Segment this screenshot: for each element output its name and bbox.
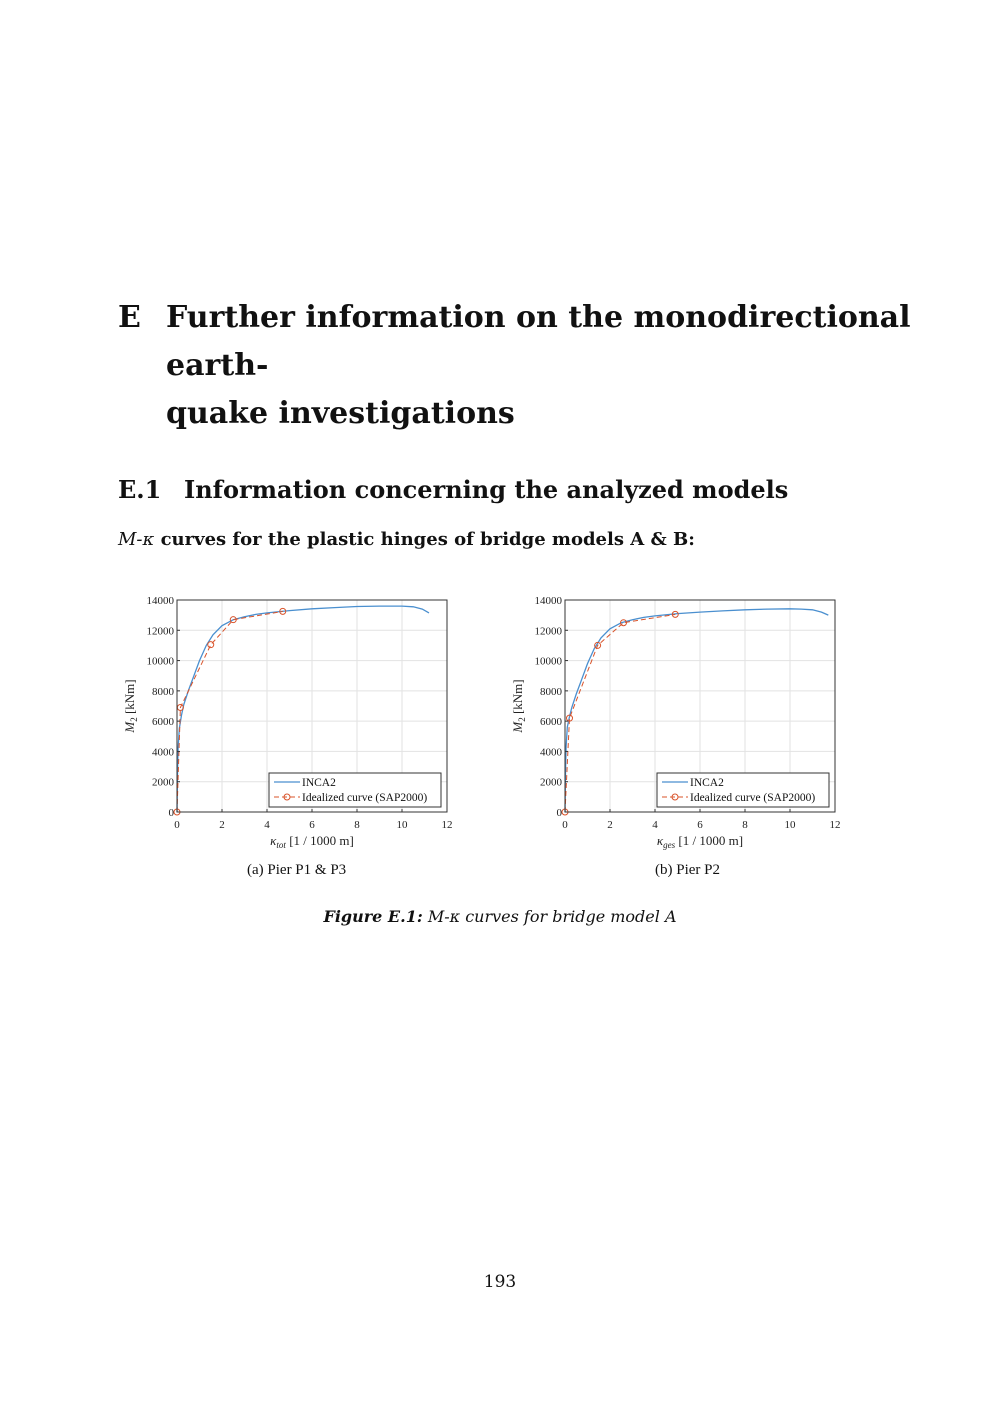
intro-amp: & xyxy=(644,529,674,550)
y-tick-label: 2000 xyxy=(152,776,174,789)
y-tick-label: 6000 xyxy=(152,716,174,729)
chart-pier-p2 xyxy=(498,588,858,858)
intro-bold-a: A xyxy=(630,529,645,550)
chapter-title-line1: Further information on the monodirectional earth- xyxy=(166,300,911,383)
chapter-title-line2: quake investigations xyxy=(166,396,515,431)
y-tick-label: 12000 xyxy=(146,625,174,638)
x-tick-label: 0 xyxy=(562,819,568,831)
y-tick-label: 8000 xyxy=(152,685,174,698)
y-tick-label: 2000 xyxy=(540,776,562,789)
intro-text: curves for the plastic hinges of bridge models xyxy=(154,529,631,550)
y-axis-label: $M_2$ [kNm] xyxy=(122,679,139,733)
y-tick-label: 12000 xyxy=(534,625,562,638)
legend-inca2-label: INCA2 xyxy=(690,777,724,789)
subcaption-b: (b) Pier P2 xyxy=(655,862,720,878)
intro-colon: : xyxy=(688,529,695,550)
figure-caption xyxy=(0,907,1000,926)
section-title: Information concerning the analyzed models xyxy=(184,475,789,504)
x-tick-label: 10 xyxy=(784,819,796,831)
x-tick-label: 6 xyxy=(697,819,703,831)
section-heading xyxy=(118,474,788,506)
x-tick-label: 4 xyxy=(652,819,658,831)
intro-paragraph xyxy=(118,527,695,553)
x-tick-label: 0 xyxy=(174,819,180,831)
y-tick-label: 14000 xyxy=(146,595,174,607)
y-axis-label: $M_2$ [kNm] xyxy=(510,679,527,733)
legend-idealized-label: Idealized curve (SAP2000) xyxy=(302,792,428,804)
x-tick-label: 12 xyxy=(441,819,453,831)
x-tick-label: 10 xyxy=(396,819,408,831)
legend-idealized-label: Idealized curve (SAP2000) xyxy=(690,792,816,804)
y-tick-label: 10000 xyxy=(534,655,562,668)
subcaption-a: (a) Pier P1 & P3 xyxy=(247,862,347,878)
intro-bold-b: B xyxy=(673,529,689,550)
y-tick-label: 0 xyxy=(556,807,562,819)
y-tick-label: 0 xyxy=(168,807,174,819)
x-tick-label: 8 xyxy=(354,819,360,831)
chart-b-svg xyxy=(498,588,858,858)
page-number: 193 xyxy=(483,1272,517,1292)
figure-caption-text: M-κ curves for bridge model A xyxy=(422,907,677,926)
x-tick-label: 2 xyxy=(607,819,613,831)
x-tick-label: 12 xyxy=(829,819,841,831)
series-idealized-point xyxy=(208,642,214,648)
intro-math: M-κ xyxy=(118,529,155,550)
y-tick-label: 4000 xyxy=(152,746,174,759)
legend-inca2-label: INCA2 xyxy=(302,777,336,789)
x-axis-label: $\kappa_{ges}$ [1 / 1000 m] xyxy=(656,833,744,850)
x-tick-label: 4 xyxy=(264,819,270,831)
chart-a-svg xyxy=(110,588,470,858)
y-tick-label: 6000 xyxy=(540,716,562,729)
chart-pier-p1-p3 xyxy=(110,588,470,858)
y-tick-label: 4000 xyxy=(540,746,562,759)
y-tick-label: 8000 xyxy=(540,685,562,698)
y-tick-label: 10000 xyxy=(146,655,174,668)
chapter-heading xyxy=(118,294,918,438)
x-tick-label: 8 xyxy=(742,819,748,831)
chapter-number: E xyxy=(118,300,141,335)
y-tick-label: 14000 xyxy=(534,595,562,607)
x-tick-label: 2 xyxy=(219,819,225,831)
section-number: E.1 xyxy=(118,475,162,504)
x-tick-label: 6 xyxy=(309,819,315,831)
x-axis-label: $\kappa_{tot}$ [1 / 1000 m] xyxy=(270,833,354,850)
figure-label: Figure E.1: xyxy=(323,907,423,926)
